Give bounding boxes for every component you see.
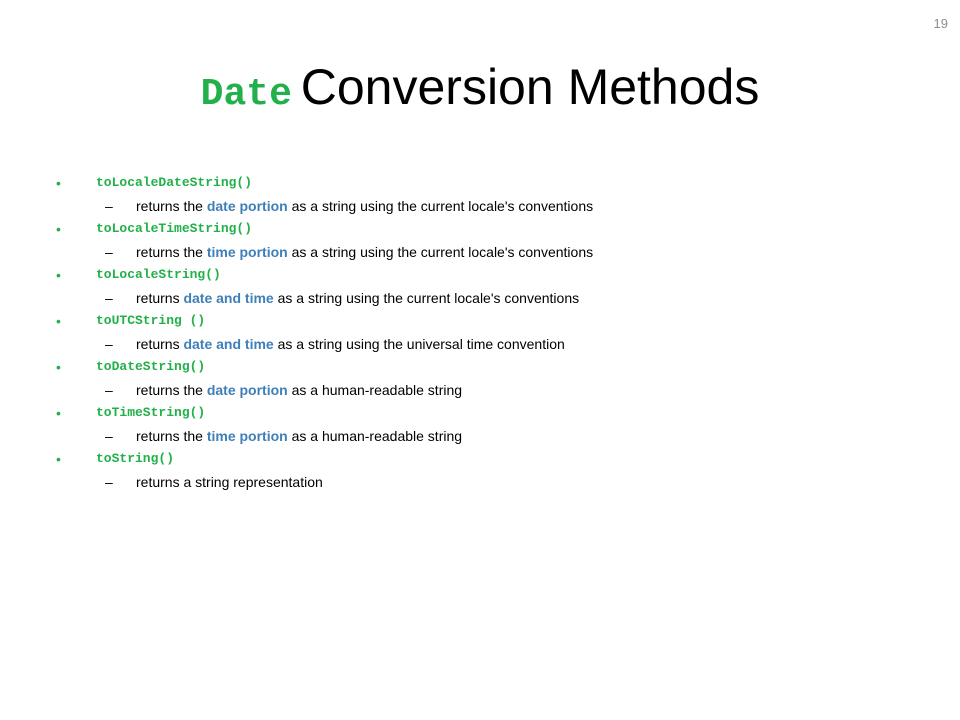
dash-icon: –	[105, 290, 113, 306]
description-row	[56, 378, 936, 402]
title-text: Conversion Methods	[300, 59, 760, 115]
description-text: as a human-readable string	[287, 382, 463, 398]
method-row	[56, 402, 936, 424]
bullet-icon: •	[56, 175, 61, 191]
list-item	[56, 448, 936, 494]
method-name: toUTCString ()	[96, 313, 206, 328]
method-name: toLocaleDateString()	[96, 175, 253, 190]
description-text: returns a string representation	[136, 474, 323, 490]
dash-icon: –	[105, 382, 113, 398]
bullet-icon: •	[56, 267, 61, 283]
method-name: toLocaleString()	[96, 267, 221, 282]
description-row	[56, 240, 936, 264]
method-description	[136, 470, 323, 494]
list-item	[56, 218, 936, 264]
bullet-icon: •	[56, 359, 61, 375]
page-number: 19	[933, 16, 948, 31]
page-title	[0, 58, 960, 116]
method-row	[56, 172, 936, 194]
description-text: returns	[136, 336, 184, 352]
description-row	[56, 194, 936, 218]
method-row	[56, 448, 936, 470]
method-description	[136, 378, 462, 402]
dash-icon: –	[105, 198, 113, 214]
description-row	[56, 332, 936, 356]
description-text: returns the	[136, 382, 207, 398]
description-row	[56, 470, 936, 494]
method-row	[56, 218, 936, 240]
description-text: as a human-readable string	[287, 428, 463, 444]
description-text: as a string using the current locale's conventions	[287, 244, 594, 260]
bullet-icon: •	[56, 313, 61, 329]
description-highlight: date portion	[206, 382, 288, 398]
list-item	[56, 356, 936, 402]
list-item	[56, 310, 936, 356]
bullet-icon: •	[56, 451, 61, 467]
method-name: toLocaleTimeString()	[96, 221, 253, 236]
method-row	[56, 310, 936, 332]
dash-icon: –	[105, 244, 113, 260]
dash-icon: –	[105, 428, 113, 444]
description-highlight: time portion	[206, 244, 288, 260]
description-text: returns the	[136, 428, 207, 444]
dash-icon: –	[105, 336, 113, 352]
description-highlight: date portion	[206, 198, 288, 214]
method-description	[136, 332, 565, 356]
bullet-icon: •	[56, 405, 61, 421]
description-highlight: time portion	[206, 428, 288, 444]
description-text: returns	[136, 290, 184, 306]
bullet-icon: •	[56, 221, 61, 237]
method-name: toString()	[96, 451, 175, 466]
method-row	[56, 264, 936, 286]
method-row	[56, 356, 936, 378]
title-code: Date	[200, 73, 292, 116]
dash-icon: –	[105, 474, 113, 490]
description-row	[56, 286, 936, 310]
description-text: as a string using the current locale's conventions	[273, 290, 580, 306]
method-description	[136, 286, 579, 310]
description-text: returns the	[136, 198, 207, 214]
list-item	[56, 402, 936, 448]
list-item	[56, 264, 936, 310]
description-highlight: date and time	[183, 336, 274, 352]
method-name: toDateString()	[96, 359, 206, 374]
method-name: toTimeString()	[96, 405, 206, 420]
list-item	[56, 172, 936, 218]
description-text: returns the	[136, 244, 207, 260]
description-row	[56, 424, 936, 448]
description-text: as a string using the universal time convention	[273, 336, 565, 352]
method-description	[136, 424, 462, 448]
method-description	[136, 240, 593, 264]
description-highlight: date and time	[183, 290, 274, 306]
method-description	[136, 194, 593, 218]
description-text: as a string using the current locale's conventions	[287, 198, 594, 214]
method-list	[56, 172, 936, 494]
